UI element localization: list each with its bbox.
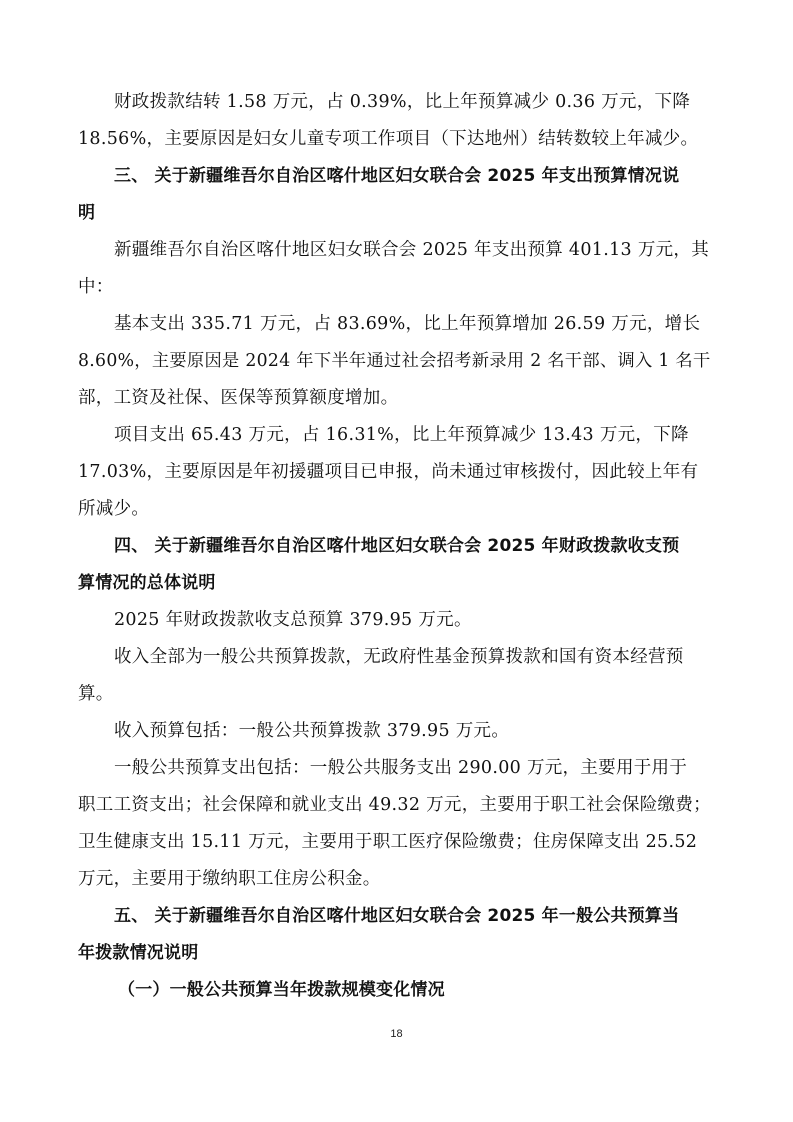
paragraph-line: 基本支出 335.71 万元，占 83.69%，比上年预算增加 26.59 万元，增长 bbox=[114, 314, 701, 334]
section-heading-3-cont: 明 bbox=[78, 203, 96, 223]
section-heading-5: 五、 关于新疆维吾尔自治区喀什地区妇女联合会 2025 年一般公共预算当 bbox=[114, 906, 680, 926]
paragraph-line: 算。 bbox=[78, 684, 114, 704]
paragraph-line: 新疆维吾尔自治区喀什地区妇女联合会 2025 年支出预算 401.13 万元，其 bbox=[114, 240, 710, 260]
paragraph-line: 18.56%，主要原因是妇女儿童专项工作项目（下达地州）结转数较上年减少。 bbox=[78, 129, 699, 149]
paragraph-line: 项目支出 65.43 万元，占 16.31%，比上年预算减少 13.43 万元，下降 bbox=[114, 425, 689, 445]
page-number: 18 bbox=[390, 1028, 403, 1040]
section-heading-3: 三、 关于新疆维吾尔自治区喀什地区妇女联合会 2025 年支出预算情况说 bbox=[114, 166, 680, 186]
paragraph-line: 卫生健康支出 15.11 万元，主要用于职工医疗保险缴费；住房保障支出 25.52 bbox=[78, 832, 698, 852]
paragraph-line: 8.60%，主要原因是 2024 年下半年通过社会招考新录用 2 名干部、调入 1 名干 bbox=[78, 351, 711, 371]
paragraph-line: 所减少。 bbox=[78, 499, 150, 519]
paragraph-line: 部，工资及社保、医保等预算额度增加。 bbox=[78, 388, 399, 408]
section-heading-4-cont: 算情况的总体说明 bbox=[78, 573, 216, 593]
paragraph-line: 中： bbox=[78, 277, 114, 297]
paragraph-line: 职工工资支出；社会保障和就业支出 49.32 万元，主要用于职工社会保险缴费； bbox=[78, 795, 711, 815]
paragraph-line: 万元，主要用于缴纳职工住房公积金。 bbox=[78, 869, 381, 889]
paragraph-line: 收入预算包括：一般公共预算拨款 379.95 万元。 bbox=[114, 721, 510, 741]
paragraph-line: 一般公共预算支出包括：一般公共服务支出 290.00 万元，主要用于用于 bbox=[114, 758, 688, 778]
paragraph-line: 17.03%，主要原因是年初援疆项目已申报，尚未通过审核拨付，因此较上年有 bbox=[78, 462, 699, 482]
paragraph-line: 财政拨款结转 1.58 万元，占 0.39%，比上年预算减少 0.36 万元，下降 bbox=[114, 92, 691, 112]
paragraph-line: 2025 年财政拨款收支总预算 379.95 万元。 bbox=[114, 610, 472, 630]
section-heading-5-cont: 年拨款情况说明 bbox=[78, 943, 199, 963]
sub-heading-1: （一）一般公共预算当年拨款规模变化情况 bbox=[118, 980, 445, 1000]
paragraph-line: 收入全部为一般公共预算拨款，无政府性基金预算拨款和国有资本经营预 bbox=[114, 647, 684, 667]
section-heading-4: 四、 关于新疆维吾尔自治区喀什地区妇女联合会 2025 年财政拨款收支预 bbox=[114, 536, 680, 556]
